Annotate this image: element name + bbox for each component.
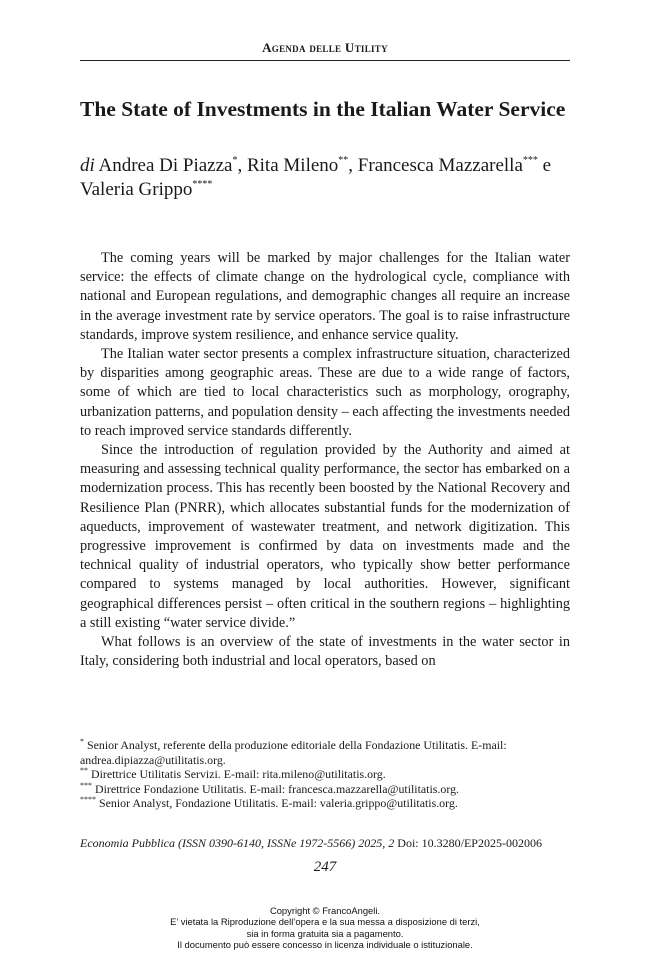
copyright-line: Copyright © FrancoAngeli. [269,905,381,916]
author-footnote-mark: ** [338,155,349,166]
running-header-part2: Utility [344,40,388,55]
journal-citation-line [80,836,570,850]
author-name: Francesca Mazzarella [357,155,523,176]
author-name: Rita Mileno [246,155,339,176]
header-rule [80,60,570,61]
body-paragraph: What follows is an overview of the state of investments in the water sector in Italy, considering both industrial and local operators, based on [80,634,570,670]
footnote-mark: * [80,737,84,746]
footnote-text: Senior Analyst, referente della produzione editoriale della Fondazione Utilitatis. E-mail: andrea.dipiazza@utilitatis.org. [80,738,507,767]
footnotes [80,738,570,811]
byline-prefix: di [80,155,95,176]
doi: Doi: 10.3280/EP2025-002006 [397,836,542,850]
author-separator: , [348,155,358,176]
article-title: The State of Investments in the Italian Water Service [80,97,566,121]
journal-citation: Economia Pubblica (ISSN 0390-6140, ISSNe 1972-5566) 2025, 2 [80,836,395,850]
footnote-mark: ** [80,766,88,776]
footnote-mark: *** [80,780,92,790]
footnote [80,782,570,797]
author-footnote-mark: **** [192,179,213,190]
footnote-text: Direttrice Fondazione Utilitatis. E-mail: francesca.mazzarella@utilitatis.org. [94,781,459,796]
body-paragraph: The Italian water sector presents a complex infrastructure situation, characterized by disparities among geographic areas. These are due to a wide range of factors, some of which are tied to local characteristics such as morphology, orography, urbanization patterns, and population density – each affecting the investments needed to reach improved service standards differently. [80,346,570,439]
running-header [80,40,570,56]
author-separator: , [237,155,247,176]
author-byline [80,154,570,202]
author-name: Andrea Di Piazza [98,155,233,176]
body-text [80,249,570,671]
page-number: 247 [313,859,337,875]
copyright-line: E’ vietata la Riproduzione dell’opera e la sua messa a disposizione di terzi, [170,916,480,928]
footnote-text: Direttrice Utilitatis Servizi. E-mail: rita.mileno@utilitatis.org. [90,767,386,782]
author-name: Valeria Grippo [80,179,193,200]
copyright-line: Il documento può essere concesso in licenza individuale o istituzionale. [177,938,473,950]
author-footnote-mark: *** [522,155,538,166]
footnote [80,767,570,782]
author-footnote-mark: * [232,155,238,166]
copyright-line: sia in forma gratuita sia a pagamento. [246,927,404,939]
copyright-notice [80,905,570,950]
author-separator: e [537,155,552,176]
footnote-mark: **** [80,795,96,805]
footnote [80,738,570,767]
footnote-text: Senior Analyst, Fondazione Utilitatis. E-mail: valeria.grippo@utilitatis.org. [98,796,458,811]
body-paragraph: Since the introduction of regulation provided by the Authority and aimed at measuring and assessing technical quality performance, the sector has embarked on a modernization process. This has recently been boosted by the National Recovery and Resilience Plan (PNRR), which allocates substantial funds for the modernization of aqueducts, improvement of wastewater treatment, and network digitization. This progressive improvement is confirmed by data on investments made and the technical quality of industrial operators, who typically show better performance compared to systems managed by local authorities. However, significant geographical differences persist – often critical in the southern regions – highlighting a still existing “water service divide.” [80,442,570,631]
footnote [80,796,570,811]
running-header-part1: Agenda delle [262,40,342,55]
body-paragraph: The coming years will be marked by major challenges for the Italian water service: the effects of climate change on the hydrological cycle, compliance with national and European regulations, and demographic changes all require an increase in the average investment rate by service operators. The goal is to raise infrastructure standards, improve system resilience, and enhance service quality. [80,250,570,343]
